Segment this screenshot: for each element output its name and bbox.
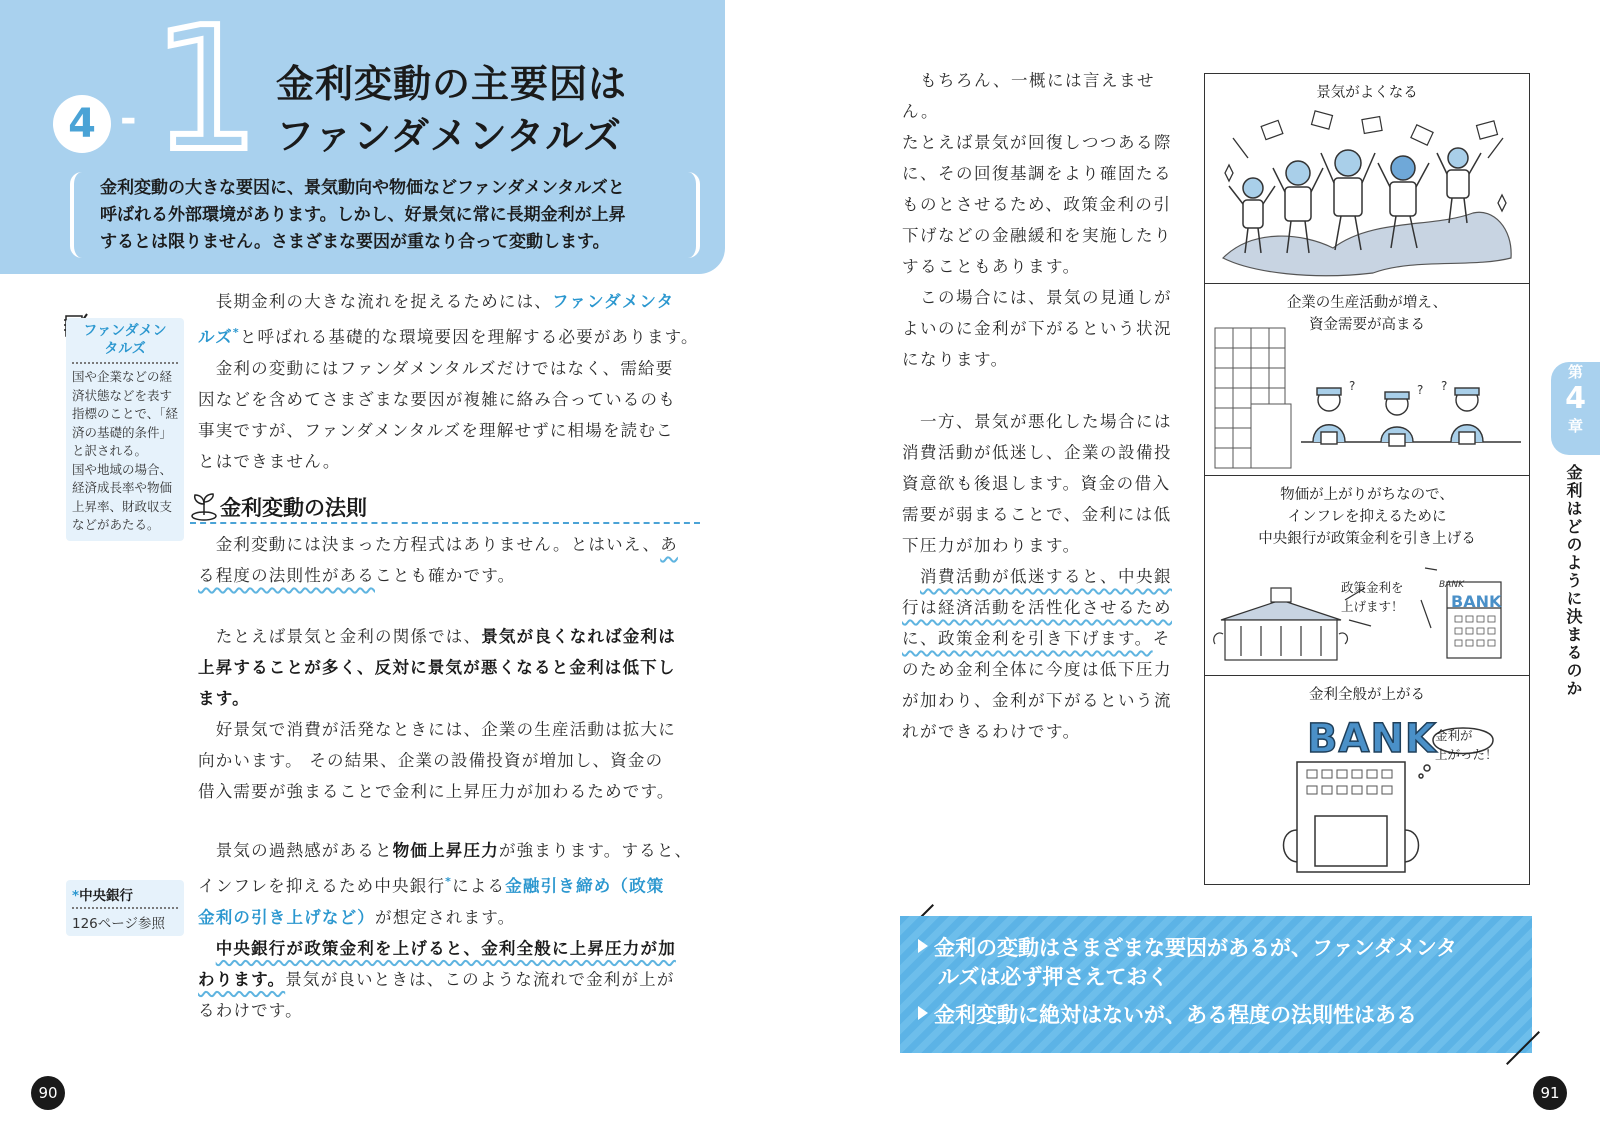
chapter-tab-prefix: 第	[1567, 363, 1583, 381]
text-span: ことも確かです。	[375, 566, 516, 585]
bubble-line: 金利が	[1435, 728, 1473, 743]
term-fundamentals-cont: ルズ	[198, 327, 233, 347]
text-line: することもあります。	[902, 257, 1081, 276]
text-line: のため金利全体に今度は低下圧力	[902, 660, 1172, 679]
text-span: 一方、景気が悪化した場合には	[920, 412, 1172, 431]
text-line: 向かいます。 その結果、企業の設備投資が増加し、資金の	[198, 751, 664, 770]
wavy-bold-emphasis: わります。	[198, 969, 286, 989]
text-line: 資意欲も後退します。資金の借入	[902, 474, 1171, 493]
wavy-emphasis: に、政策金利を引き下げます。	[902, 629, 1153, 648]
text-line	[198, 560, 708, 591]
paragraph-inflation	[198, 835, 713, 1026]
summary-item	[918, 1001, 1518, 1030]
sprout-icon	[190, 490, 218, 522]
section-number: 1	[152, 0, 261, 189]
text-span: 景気が良いときは、このような流れで金利が上が	[285, 969, 675, 989]
paragraph-economy-rates	[198, 621, 708, 807]
text-span: たとえば景気と金利の関係では、	[215, 627, 482, 646]
subheading-text: 金利変動の法則	[220, 496, 367, 520]
wavy-bold-emphasis: 中央銀行が政策金利を上げると、金利全般に上昇圧力が加	[215, 938, 676, 958]
desc-line: などがあたる。	[72, 517, 160, 532]
summary-text: 金利の変動はさまざまな要因があるが、ファンダメンタ	[934, 936, 1457, 960]
text-line	[198, 835, 713, 866]
summary-item	[918, 934, 1518, 992]
text-line: とはできません。	[198, 451, 341, 471]
text-line: 下圧力が加わります。	[902, 536, 1081, 555]
side-note-fundamentals	[66, 318, 184, 541]
paragraph-rules	[198, 529, 708, 591]
text-line: よいのに金利が下がるという状況	[902, 319, 1172, 338]
central-bank-illustration	[1211, 560, 1525, 672]
dotted-divider	[72, 362, 178, 364]
right-column-text	[902, 65, 1187, 747]
text-line: 借入需要が強まることで金利に上昇圧力が加わるためです。	[198, 782, 675, 801]
text-line	[902, 406, 1187, 437]
text-span: インフレを抑えるため中央銀行	[198, 876, 446, 896]
panel-caption: 金利全般が上がる	[1309, 687, 1425, 703]
page-number-right: 91	[1533, 1076, 1567, 1110]
text-line	[198, 529, 708, 560]
panel-caption	[1205, 484, 1529, 550]
bold-emphasis: 物価上昇圧力	[392, 841, 499, 860]
speech-bubble-rates-rose	[1435, 726, 1498, 764]
desc-line: 指標のことで、「経	[72, 406, 179, 421]
summary-text: ルズは必ず押さえておく	[938, 965, 1169, 989]
panel-caption: 景気がよくなる	[1316, 85, 1418, 101]
text-line: ものとさせるため、政策金利の引	[902, 195, 1172, 214]
triangle-bullet-icon	[918, 939, 928, 953]
chapter-dash: -	[120, 96, 137, 142]
bold-emphasis: 上昇することが多く、反対に景気が悪くなると金利は低下し	[198, 658, 676, 677]
caption-line: 中央銀行が政策金利を引き上げる	[1258, 531, 1476, 547]
summary-text: 金利変動に絶対はないが、ある程度の法則性はある	[934, 1003, 1417, 1027]
text-line: が加わり、金利が下がるという流	[902, 691, 1172, 710]
text-line	[198, 902, 713, 933]
comic-strip	[1204, 73, 1530, 885]
bank-sign-small: BANK	[1439, 580, 1464, 590]
workers-and-buildings-illustration	[1211, 324, 1525, 472]
wavy-emphasis: あ	[660, 535, 678, 554]
svg-text:?: ?	[1349, 379, 1356, 393]
text-span: 長期金利の大きな流れを捉えるためには、	[215, 292, 553, 311]
side-note-term-text: 中央銀行	[79, 888, 134, 904]
lead-line: するとは限りません。さまざまな要因が重なり合って変動します。	[100, 232, 610, 252]
side-note-term-line: タルズ	[104, 341, 146, 357]
chapter-tab	[1551, 362, 1600, 455]
text-span: この場合には、景気の見通しが	[920, 288, 1172, 307]
text-line: 因などを含めてさまざまな要因が複雑に絡み合っているのも	[198, 389, 676, 409]
bank-sign: BANK	[1451, 592, 1502, 611]
footnote-asterisk: *	[72, 888, 80, 904]
desc-line: 国や地域の場合、	[72, 461, 173, 477]
wavy-emphasis: る程度の法則性がある	[198, 566, 375, 585]
dotted-divider	[72, 907, 178, 909]
text-span: そ	[1152, 629, 1171, 648]
lead-line: 金利変動の大きな要因に、景気動向や物価などファンダメンタルズと	[100, 178, 625, 198]
side-note-term-line: ファンダメン	[83, 323, 167, 339]
text-line: に、その回復基調をより確固たる	[902, 164, 1172, 183]
caption-line: 資金需要が高まる	[1309, 317, 1425, 333]
blank-line	[902, 375, 1187, 406]
text-span: 金利の変動にはファンダメンタルズだけではなく、需給要	[215, 358, 674, 378]
page-reference: 126ページ参照	[72, 916, 165, 932]
desc-line: 済状態などを表す	[72, 387, 173, 403]
lead-summary	[100, 175, 700, 256]
title-line-2: ファンダメンタルズ	[276, 114, 623, 158]
wavy-emphasis: 行は経済活動を活性化させるため	[902, 598, 1172, 617]
footnote-asterisk: *	[445, 875, 453, 888]
bubble-line: 上げます！	[1341, 599, 1404, 614]
text-line	[198, 964, 713, 995]
text-line	[198, 621, 708, 652]
caption-line: 企業の生産活動が増え、	[1286, 295, 1448, 311]
text-span: が強まります。すると、	[498, 841, 693, 860]
text-line: 下げなどの金融緩和を実施したり	[902, 226, 1172, 245]
term-fundamentals: ファンダメンタ	[552, 292, 675, 311]
chapter-tab-number: 4	[1565, 381, 1586, 416]
desc-line: 上昇率、財政収支	[72, 498, 173, 514]
wavy-emphasis: 消費活動が低迷すると、中央銀	[920, 567, 1172, 586]
desc-line: 済の基礎的条件」	[72, 424, 173, 440]
side-note-term	[72, 322, 178, 358]
desc-line: 国や企業などの経	[72, 369, 173, 384]
caption-line: インフレを抑えるために	[1287, 509, 1447, 525]
text-line	[198, 353, 708, 384]
bubble-line: 政策金利を	[1341, 580, 1404, 595]
text-line	[902, 592, 1187, 623]
page-title	[276, 58, 627, 162]
bubble-line: 上がった！	[1435, 747, 1498, 762]
text-line	[902, 561, 1187, 592]
text-line	[902, 623, 1187, 654]
speech-bubble-policy-rate	[1341, 578, 1404, 616]
text-span: による	[452, 876, 506, 896]
desc-line: と訳される。	[72, 443, 148, 458]
text-span: 金利変動には決まった方程式はありません。とはいえ、	[215, 535, 661, 554]
chapter-number-badge: 4	[53, 95, 111, 153]
text-line	[902, 282, 1187, 313]
subheading-rules	[190, 490, 700, 524]
text-line	[198, 317, 708, 353]
term-tightening-cont: 金利の引き上げなど）	[198, 907, 375, 927]
text-line: 需要が弱まることで、金利には低	[902, 505, 1172, 524]
comic-panel-economy-improves	[1205, 74, 1529, 284]
chapter-title-vertical: 金利はどのように決まるのか	[1564, 464, 1583, 698]
svg-text:?: ?	[1441, 379, 1448, 393]
title-line-1: 金利変動の主要因は	[276, 62, 628, 106]
text-line	[198, 866, 713, 902]
caption-line: 物価が上がりがちなので、	[1280, 487, 1454, 503]
side-note-term	[72, 884, 178, 904]
text-line	[198, 933, 713, 964]
side-note-central-bank	[66, 880, 184, 936]
footnote-asterisk: *	[232, 326, 240, 339]
paragraph-intro	[198, 286, 708, 477]
lead-line: 呼ばれる外部環境があります。しかし、好景気に常に長期金利が上昇	[100, 205, 626, 225]
comic-panel-rates-rise	[1205, 676, 1529, 886]
text-line: れができるわけです。	[902, 722, 1081, 741]
comic-panel-central-bank-raises	[1205, 476, 1529, 676]
text-line: るわけです。	[198, 1000, 303, 1020]
text-span: と呼ばれる基礎的な環境要因を理解する必要があります。	[239, 327, 699, 347]
bank-sign-large: BANK	[1307, 716, 1437, 762]
triangle-bullet-icon	[918, 1006, 928, 1020]
text-span: 景気の過熱感があると	[215, 841, 393, 860]
desc-line: 経済成長率や物価	[72, 480, 173, 495]
text-line	[198, 714, 708, 745]
text-line	[198, 286, 708, 317]
bold-emphasis: ます。	[198, 689, 250, 708]
text-line: 消費活動が低迷し、企業の設備投	[902, 443, 1172, 462]
text-line: になります。	[902, 350, 1009, 369]
side-note-description	[72, 368, 178, 535]
bold-emphasis: 景気が良くなれば金利は	[481, 627, 676, 646]
summary-box	[900, 916, 1532, 1053]
text-line	[902, 65, 1187, 127]
celebrating-people-illustration	[1213, 108, 1521, 280]
text-span: もちろん、一概には言えません。	[902, 71, 1155, 121]
page-number-left: 90	[31, 1076, 65, 1110]
svg-text:?: ?	[1417, 383, 1424, 397]
chapter-tab-suffix: 章	[1567, 417, 1583, 435]
text-span: 好景気で消費が活発なときには、企業の生産活動は拡大に	[215, 720, 676, 739]
term-tightening: 金融引き締め（政策	[505, 876, 665, 896]
text-span: が想定されます。	[375, 907, 516, 927]
text-line: 事実ですが、ファンダメンタルズを理解せずに相場を読むこ	[198, 420, 674, 440]
text-line: たとえば景気が回復しつつある際	[902, 133, 1172, 152]
comic-panel-production-rises	[1205, 284, 1529, 476]
